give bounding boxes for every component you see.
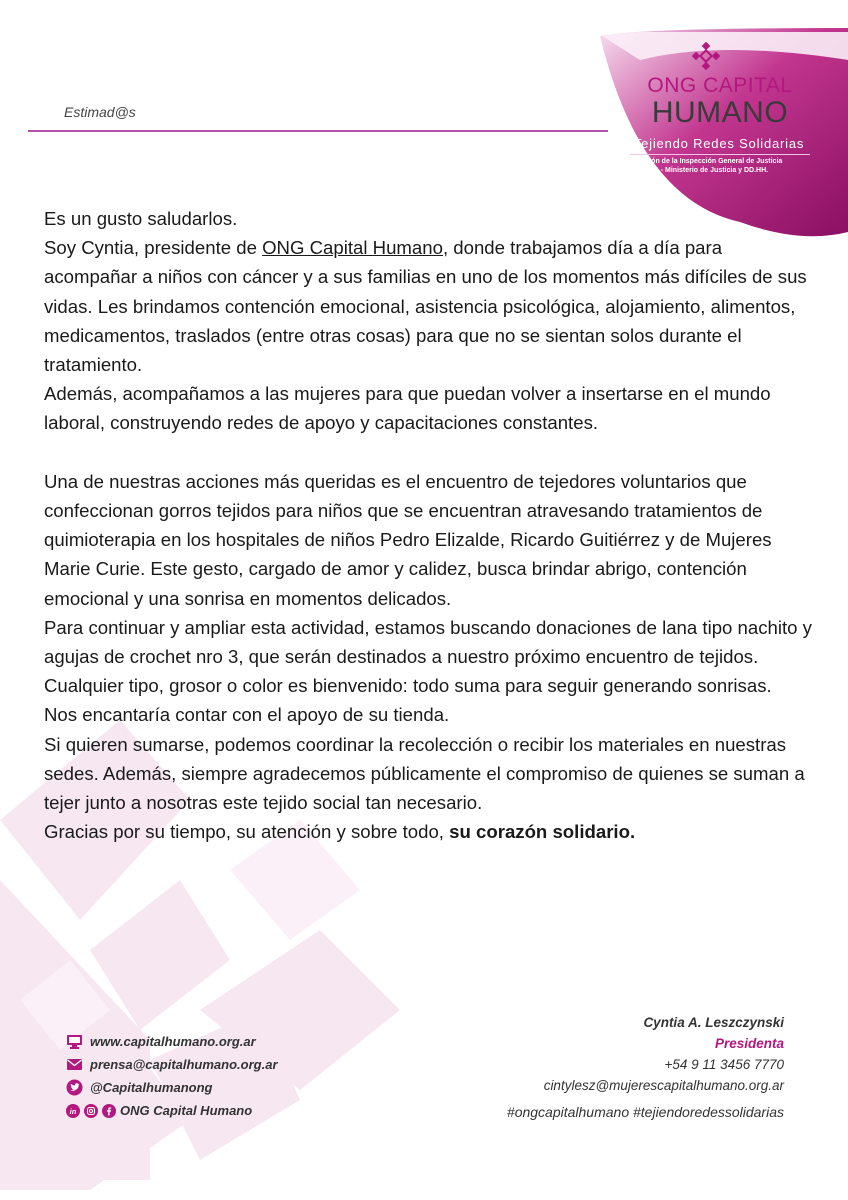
paragraph-knitting-meetings: Una de nuestras acciones más queridas es el encuentro de tejedores voluntarios que confeccionan gorros tejidos para niños que se encuentran atravesando tratamientos de quimioterapia en los hospitales de niños Pedro Elizalde, Ricardo Guitiérrez y de Mujeres Marie Curie. Este gesto, cargado de amor y calidez, busca brindar abrigo, contención emocional y una sonrisa en momentos delicados.	[44, 470, 772, 609]
paragraph-coordination: Si quieren sumarse, podemos coordinar la recolección o recibir los materiales en nuestras sedes. Además, siempre agradecemos públicamente el compromiso de quienes se suman a tejer junto a nosotras este tejido social tan necesario.	[44, 733, 805, 814]
intro-text-end: , donde trabajamos día a día para acompañar a niños con cáncer y a sus familias en uno de los momentos más difíciles de sus vidas. Les brindamos contención emocional, asistencia psicológica, alojamiento, alimentos, medicamentos, traslados (entre otras cosas) para que no se sientan solos durante el tratamiento.	[44, 237, 807, 376]
logo-divider	[630, 154, 810, 155]
contact-list	[66, 1030, 278, 1122]
contact-social[interactable]	[66, 1099, 278, 1122]
svg-text:in: in	[69, 1106, 77, 1116]
greeting: Estimad@s	[64, 104, 136, 120]
website-text: www.capitalhumano.org.ar	[90, 1034, 256, 1049]
emblem-icon	[692, 42, 720, 70]
hashtags: #ongcapitalhumano #tejiendoredessolidarias	[506, 1104, 784, 1120]
paragraph-spacer	[44, 438, 814, 467]
facebook-icon	[102, 1104, 116, 1118]
signer-email[interactable]: cintylesz@mujerescapitalhumano.org.ar	[543, 1078, 784, 1093]
twitter-icon	[66, 1079, 83, 1096]
paragraph-introduction	[44, 233, 814, 379]
paragraph-closing	[44, 817, 814, 846]
paragraph-store-support: Nos encantaría contar con el apoyo de su tienda.	[44, 704, 450, 726]
contact-twitter[interactable]	[66, 1076, 278, 1099]
mail-icon	[66, 1056, 83, 1073]
paragraph-women-support: Además, acompañamos a las mujeres para que puedan volver a insertarse en el mundo laboral, construyendo redes de apoyo y capacitaciones constantes.	[44, 383, 771, 434]
paragraph-greeting: Es un gusto saludarlos.	[44, 208, 238, 229]
monitor-icon	[66, 1033, 83, 1050]
letter-body	[44, 204, 814, 846]
twitter-handle: @Capitalhumanong	[90, 1080, 213, 1095]
linkedin-icon	[66, 1104, 80, 1118]
email-text: prensa@capitalhumano.org.ar	[90, 1057, 278, 1072]
header-divider	[28, 130, 608, 132]
logo-title-line1: ONG CAPITAL	[647, 74, 793, 97]
logo-title-line2: HUMANO	[651, 96, 789, 129]
intro-text-start: Soy Cyntia, presidente de	[44, 237, 263, 259]
instagram-icon	[84, 1104, 98, 1118]
signature-block	[507, 1012, 784, 1123]
logo-legal-line2: Nº 0001571 - Ministerio de Justicia y DD.HH.	[622, 167, 769, 174]
social-name: ONG Capital Humano	[120, 1103, 253, 1118]
logo-legal-line1: Resolución de la Inspección General de Justicia	[622, 158, 783, 165]
contact-website[interactable]	[66, 1030, 278, 1053]
signer-role: Presidenta	[714, 1036, 784, 1051]
closing-emphasis: su corazón solidario.	[449, 821, 636, 843]
logo-legal-text	[622, 157, 822, 175]
contact-email[interactable]	[66, 1053, 278, 1076]
paragraph-donation-request: Para continuar y ampliar esta actividad, estamos buscando donaciones de lana tipo nachito y agujas de crochet nro 3, que serán destinados a nuestro próximo encuentro de tejidos. Cualquier tipo, grosor o color es bienvenido: todo suma para seguir generando sonrisas.	[44, 616, 812, 697]
signer-name: Cyntia A. Leszczynski	[643, 1015, 784, 1030]
signer-phone[interactable]: +54 9 11 3456 7770	[664, 1057, 784, 1072]
closing-text: Gracias por su tiempo, su atención y sobre todo,	[44, 821, 450, 843]
logo-tagline: Tejiendo Redes Solidarias	[633, 136, 805, 151]
organization-link[interactable]: ONG Capital Humano	[262, 237, 443, 259]
